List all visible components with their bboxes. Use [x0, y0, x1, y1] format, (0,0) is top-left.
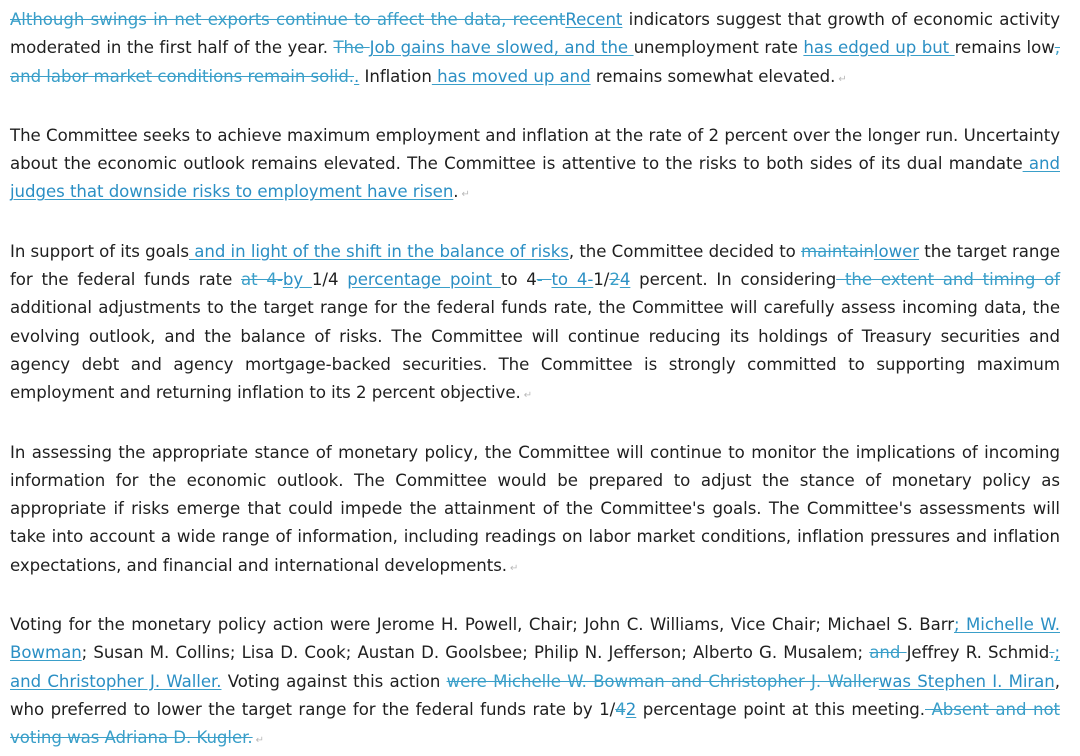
- body-text: , the Committee decided to: [568, 241, 802, 261]
- deleted-text: , and labor market conditions remain solid.: [10, 38, 1060, 86]
- inserted-text: was Stephen I. Miran: [878, 671, 1055, 691]
- deleted-text: the extent and timing of: [836, 270, 1060, 290]
- paragraph-4: [10, 439, 1060, 583]
- body-text: ; Susan M. Collins; Lisa D. Cook; Austan D. Goolsbee; Philip N. Jefferson; Alberto G. Musalem;: [81, 643, 870, 663]
- inserted-text: Recent: [565, 10, 623, 29]
- body-text: .: [453, 182, 459, 202]
- paragraph-2: [10, 122, 1060, 210]
- deleted-text: Although swings in net exports continue to affect the data, recent: [10, 10, 566, 29]
- body-text: remains somewhat elevated.: [590, 66, 836, 86]
- body-text: percentage point at this meeting.: [636, 699, 925, 719]
- paragraph-mark-icon: ↵: [838, 73, 847, 85]
- inserted-text: 4: [619, 270, 631, 290]
- deleted-text: Absent and not voting was Adriana D. Kugler.: [10, 699, 1061, 748]
- body-text: In support of its goals: [10, 241, 189, 261]
- inserted-text: ; Michelle W. Bowman: [10, 615, 1060, 663]
- inserted-text: lower: [873, 241, 920, 261]
- paragraph-mark-icon: ↵: [255, 735, 264, 747]
- body-text: unemployment rate: [633, 38, 804, 58]
- body-text: In assessing the appropriate stance of monetary policy, the Committee will continue to monitor the implications of incoming information for the economic outlook. The Committee would be prepared to adjust the stance of monetary policy as appropriate if risks emerge that could impede the attainment of the Committee's goals. The Committee's assessments will take into account a wide range of information, including readings on labor market conditions, inflation pressures and inflation expectations, and financial and international developments.: [10, 442, 1060, 575]
- deleted-text: at 4-: [241, 270, 283, 290]
- deleted-text: maintain: [801, 241, 874, 261]
- body-text: 1/4: [311, 270, 348, 290]
- paragraph-1: [10, 6, 1060, 94]
- inserted-text: Job gains have slowed, and the: [369, 38, 634, 58]
- inserted-text: by: [282, 270, 312, 290]
- body-text: to 4: [500, 270, 537, 290]
- body-text: 1/: [593, 270, 610, 290]
- deleted-text: .: [1049, 643, 1055, 663]
- deleted-text: -: [536, 270, 552, 290]
- body-text: , who preferred to lower the target range for the federal funds rate by 1/: [10, 671, 1060, 719]
- inserted-text: and judges that downside risks to employment have risen: [10, 154, 1060, 202]
- body-text: additional adjustments to the target range for the federal funds rate, the Committee will carefully assess incoming data, the evolving outlook, and the balance of risks. The Committee will continue reducing its holdings of Treasury securities and agency debt and agency mortgage-backed securities. The Committee is strongly committed to supporting maximum employment and returning inflation to its 2 percent objective.: [10, 298, 1060, 403]
- inserted-text: ; and Christopher J. Waller.: [10, 643, 1060, 691]
- inserted-text: percentage point: [347, 270, 501, 290]
- paragraph-mark-icon: ↵: [523, 390, 533, 402]
- inserted-text: .: [354, 66, 360, 86]
- body-text: Jeffrey R. Schmid: [906, 643, 1050, 663]
- paragraph-3: [10, 238, 1060, 411]
- deleted-text: 4: [615, 699, 626, 719]
- deleted-text: were Michelle W. Bowman and Christopher J. Waller: [446, 671, 879, 691]
- inserted-text: 2: [625, 699, 637, 719]
- body-text: indicators suggest that growth of economic activity moderated in the first half of the year.: [10, 10, 1061, 58]
- inserted-text: to 4-: [551, 270, 594, 290]
- body-text: The Committee seeks to achieve maximum employment and inflation at the rate of 2 percent over the longer run. Uncertainty about the economic outlook remains elevated. The Committee is attentive to the risks to both sides of its dual mandate: [10, 125, 1060, 174]
- paragraph-mark-icon: ↵: [510, 562, 519, 574]
- deleted-text: and: [869, 643, 907, 663]
- paragraph-5: [10, 611, 1060, 755]
- deleted-text: The: [333, 38, 370, 58]
- deleted-text: 2: [609, 270, 620, 290]
- body-text: Voting against this action: [221, 671, 447, 691]
- inserted-text: has moved up and: [431, 66, 591, 86]
- body-text: percent. In considering: [630, 270, 837, 290]
- body-text: remains low: [954, 38, 1055, 58]
- inserted-text: has edged up but: [803, 38, 955, 58]
- inserted-text: and in light of the shift in the balance of risks: [189, 241, 569, 261]
- paragraph-mark-icon: ↵: [461, 189, 470, 201]
- body-text: Voting for the monetary policy action were Jerome H. Powell, Chair; John C. Williams, Vice Chair; Michael S. Barr: [10, 615, 954, 635]
- body-text: the target range for the federal funds rate: [10, 241, 1060, 290]
- body-text: Inflation: [359, 66, 432, 86]
